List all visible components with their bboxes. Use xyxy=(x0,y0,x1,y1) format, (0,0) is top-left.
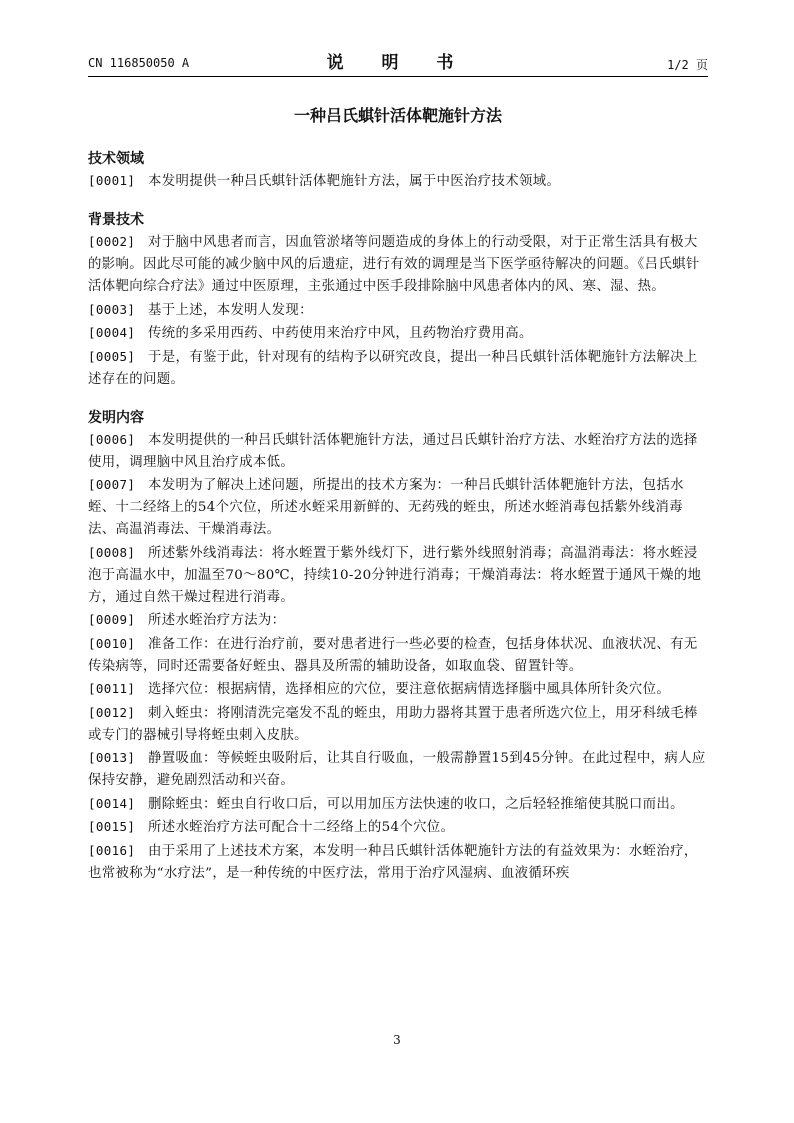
paragraph xyxy=(88,322,708,345)
paragraph-number: [0008] xyxy=(88,544,136,560)
paragraph-text: 刺入蛭虫：将刚清洗完毫发不乱的蛭虫，用助力器将其置于患者所选穴位上，用牙科绒毛棒或专门的器械引导将蛭虫刺入皮肤。 xyxy=(88,705,698,743)
paragraph-text: 本发明提供一种吕氏蜞针活体靶施针方法，属于中医治疗技术领域。 xyxy=(148,174,561,189)
paragraph xyxy=(88,747,708,792)
paragraph-number: [0001] xyxy=(88,173,136,188)
paragraph xyxy=(88,633,708,678)
header-rule xyxy=(88,76,708,77)
paragraph-number: [0016] xyxy=(88,842,136,858)
paragraph-text: 本发明提供的一种吕氏蜞针活体靶施针方法，通过吕氏蜞针治疗方法、水蛭治疗方法的选择使用，调理脑中风且治疗成本低。 xyxy=(88,432,698,470)
section xyxy=(88,209,708,391)
section xyxy=(88,148,708,193)
page-info: 1/2 页 xyxy=(667,58,708,72)
paragraph-text: 所述水蛭治疗方法可配合十二经络上的54个穴位。 xyxy=(148,820,455,835)
paragraph xyxy=(88,474,708,541)
paragraph xyxy=(88,678,708,701)
description-body xyxy=(88,148,708,901)
paragraph-text: 对于脑中风患者而言，因血管淤堵等问题造成的身体上的行动受限，对于正常生活具有极大的影响。因此尽可能的减少脑中风的后遗症，进行有效的调理是当下医学亟待解决的问题。《吕氏蜞针活体靶向综合疗法》通过中医原理，主张通过中医手段排除脑中风患者体内的风、寒、湿、热。 xyxy=(88,235,700,294)
paragraph-text: 由于采用了上述技术方案，本发明一种吕氏蜞针活体靶施针方法的有益效果为：水蛭治疗，也常被称为“水疗法”，是一种传统的中医疗法，常用于治疗风湿病、血液循环疾 xyxy=(88,843,698,881)
paragraph-number: [0006] xyxy=(88,431,136,447)
paragraph-text: 选择穴位：根据病情，选择相应的穴位，要注意依据病情选择腦中風具体所针灸穴位。 xyxy=(148,682,671,697)
section-heading: 背景技术 xyxy=(88,212,144,228)
paragraph-number: [0012] xyxy=(88,704,136,720)
paragraph-text: 传统的多采用西药、中药使用来治疗中风，且药物治疗费用高。 xyxy=(148,326,533,341)
section-heading: 技术领域 xyxy=(88,151,144,167)
paragraph-text: 所述紫外线消毒法：将水蛭置于紫外线灯下，进行紫外线照射消毒；高温消毒法：将水蛭浸泡于高温水中，加温至70～80℃，持续10-20分钟进行消毒；干燥消毒法：将水蛭置于通风干燥的地方，通过自然干燥过程进行消毒。 xyxy=(88,545,702,605)
paragraph-text: 基于上述，本发明人发现： xyxy=(148,302,313,318)
paragraph-text: 所述水蛭治疗方法为： xyxy=(148,613,286,628)
document-type-title: 说 明 书 xyxy=(326,53,470,73)
paragraph xyxy=(88,429,708,474)
invention-title: 一种吕氏蜞针活体靶施针方法 xyxy=(293,106,502,125)
section xyxy=(88,407,708,885)
paragraph xyxy=(88,299,708,322)
paragraph-number: [0007] xyxy=(88,477,136,492)
paragraph-number: [0009] xyxy=(88,612,136,627)
paragraph-text: 准备工作：在进行治疗前，要对患者进行一些必要的检查，包括身体状况、血液状况、有无传染病等，同时还需要备好蛭虫、器具及所需的辅助设备，如取血袋、留置针等。 xyxy=(88,636,698,674)
paragraph-number: [0005] xyxy=(88,348,136,364)
paragraph-text: 静置吸血：等候蛭虫吸附后，让其自行吸血，一般需静置15到45分钟。在此过程中，病人应保持安静，避免剧烈活动和兴奋。 xyxy=(88,751,706,788)
paragraph xyxy=(88,793,708,816)
paragraph-number: [0003] xyxy=(88,301,136,317)
paragraph-number: [0002] xyxy=(88,234,136,249)
page-number: 3 xyxy=(393,1033,401,1047)
publication-number: CN 116850050 A xyxy=(88,56,190,70)
page-header xyxy=(88,46,708,76)
paragraph xyxy=(88,840,708,885)
paragraph-text: 本发明为了解决上述问题，所提出的技术方案为：一种吕氏蜞针活体靶施针方法，包括水蛭、十二经络上的54个穴位，所述水蛭采用新鲜的、无药残的蛭虫，所述水蛭消毒包括紫外线消毒法、高温消毒法、干燥消毒法。 xyxy=(88,478,684,537)
paragraph-number: [0011] xyxy=(88,681,136,696)
paragraph xyxy=(88,170,708,193)
paragraph-text: 删除蛭虫：蛭虫自行收口后，可以用加压方法快速的收口，之后轻轻推缩使其脱口而出。 xyxy=(148,796,684,812)
paragraph-number: [0014] xyxy=(88,795,136,811)
paragraph xyxy=(88,816,708,839)
paragraph-text: 于是，有鉴于此，针对现有的结构予以研究改良，提出一种吕氏蜞针活体靶施针方法解决上述存在的问题。 xyxy=(88,349,698,387)
section-heading: 发明内容 xyxy=(88,409,144,426)
paragraph xyxy=(88,542,708,609)
paragraph xyxy=(88,609,708,632)
paragraph-number: [0004] xyxy=(88,325,136,340)
paragraph-number: [0013] xyxy=(88,750,136,765)
paragraph-number: [0010] xyxy=(88,635,136,651)
paragraph xyxy=(88,702,708,747)
paragraph xyxy=(88,231,708,298)
paragraph xyxy=(88,346,708,391)
paragraph-number: [0015] xyxy=(88,819,136,834)
